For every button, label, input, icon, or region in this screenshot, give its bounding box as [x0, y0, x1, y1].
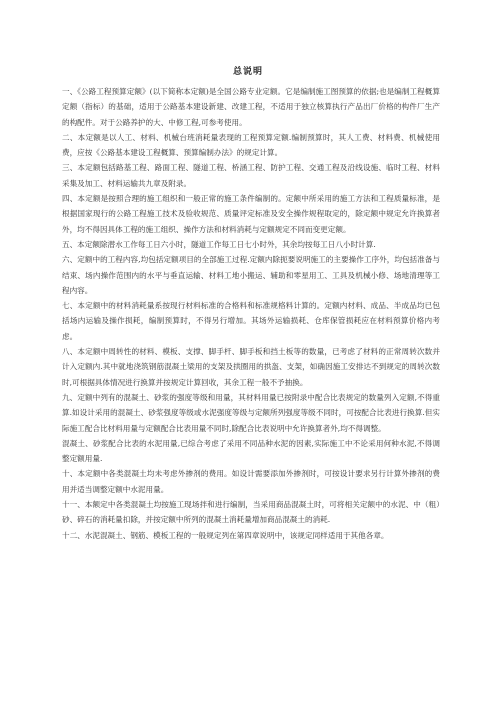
paragraph-13: 十二、水泥混凝土、钢筋、模板工程的一般规定列在第四章说明中，该规定同样适用于其他各章。	[62, 530, 389, 540]
paragraph-11: 十、本定额中各类混凝土均未考虑外掺剂的费用。如设计需要添加外掺剂时，可按设计要求另行计算外掺剂的费用并适当调整定额中水泥用量。	[62, 469, 440, 494]
paragraph-2: 二、本定额是以人工、材料、机械台班消耗量表现的工程预算定额.编制预算时，其人工费、材料费、机械使用费，应按《公路基本建设工程概算、预算编制办法》的规定计算。	[62, 132, 440, 158]
document-title: 总说明	[232, 67, 263, 77]
document-body	[62, 84, 440, 543]
paragraph-3: 三、本定额包括路基工程、路面工程、隧道工程、桥涵工程、防护工程、交通工程及沿线设施、临时工程、材料采集及加工、材料运输共九章及附录。	[62, 163, 440, 188]
paragraph-10: 混凝土、砂浆配合比表的水泥用量,已综合考虑了采用不同品种水泥的因素,实际施工中不论采用何种水泥,不得调整定额用量.	[62, 438, 440, 464]
paragraph-7: 七、本定额中的材料消耗量系按现行材料标准的合格料和标准规格料计算的。定额内材料、成品、半成品均已包括场内运输及操作损耗，编制预算时，不得另行增加。其场外运输损耗、仓库保管损耗应在材料预算价格内考虑。	[62, 301, 440, 341]
paragraph-9: 九、定额中列有的混凝土、砂浆的强度等级和用量，其材料用量已按附录中配合比表规定的数量列入定额,不得重算.如设计采用的混凝土、砂浆强度等级或水泥强度等级与定额所列强度等级不同时，可按配合比表进行换算.但实际施工配合比材料用量与定额配合比表用量不同时,除配合比表说明中允许换算者外,均不得调整。	[62, 392, 440, 433]
paragraph-12: 十一、本额定中各类混凝土均按施工现场拌和进行编制，当采用商品混凝土时，可将相关定额中的水泥、中（粗）砂、碎石的消耗量扣除，并按定额中所列的混凝土消耗量增加商品混凝土的消耗.	[62, 500, 440, 525]
paragraph-8: 八、本定额中周转性的材料、模板、支撑、脚手杆、脚手板和挡土板等的数量，已考虑了材料的正常周转次数并计入定额内.其中就地浇筑钢筋混凝土梁用的支架及拱圈用的拱盔、支架，如确因施工安排达不到规定的周转次数时,可根据具体情况进行换算并按规定计算回收，其余工程一般不予抽换。	[62, 347, 440, 387]
paragraph-1: 一、《公路工程预算定额》(以下简称本定额)是全国公路专业定额。它是编制施工图预算的依据;也是编制工程概算定额（指标）的基础，适用于公路基本建设新建、改建工程，不适用于独立核算执行产品出厂价格的构件厂生产的构配件。对于公路养护的大、中修工程,可参考使用。	[62, 87, 440, 127]
paragraph-6: 六、定额中的工程内容,均包括定额项目的全部施工过程.定额内除扼要说明施工的主要操作工序外，均包括准备与结束、场内操作范围内的水平与垂直运输、材料工地小搬运、辅助和零星用工、工具及机械小修、场地清理等工程内容。	[62, 255, 440, 295]
paragraph-5: 五、本定额除潜水工作每工日六小时，隧道工作每工日七小时外，其余均按每工日八小时计算.	[62, 239, 376, 249]
paragraph-4: 四、本定额是按照合理的施工组织和一般正常的施工条件编制的。定额中所采用的施工方法和工程质量标准，是根据国家现行的公路工程施工技术及验收规范、质量评定标准及安全操作规程取定的，除定额中规定允许换算者外，均不得因具体工程的施工组织、操作方法和材料消耗与定额规定不同而变更定额。	[62, 194, 440, 234]
